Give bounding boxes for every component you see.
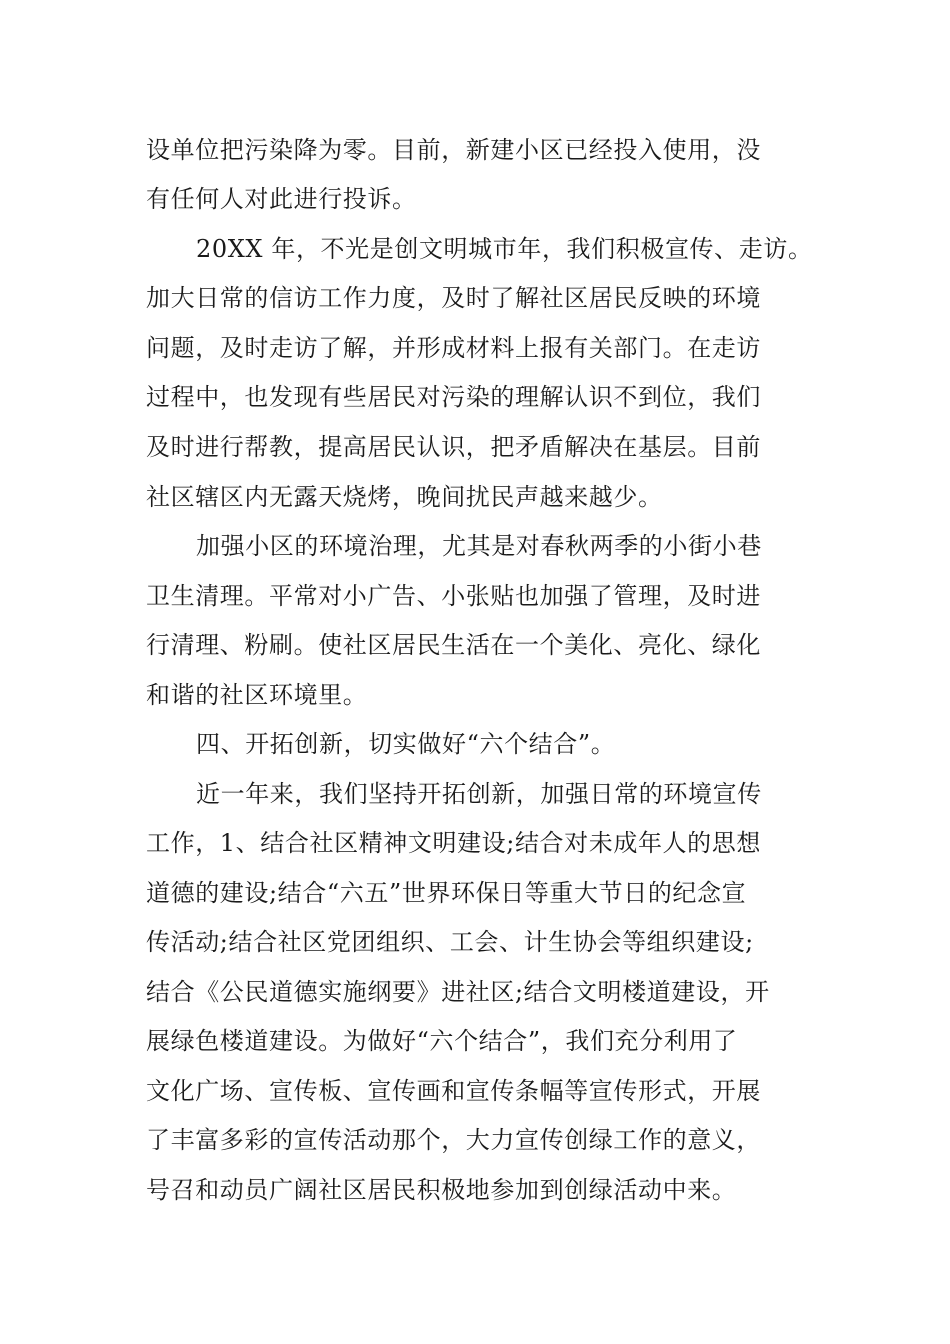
section-heading: 四、开拓创新，切实做好“六个结合”。	[196, 730, 616, 758]
text-line: 加大日常的信访工作力度，及时了解社区居民反映的环境	[146, 284, 761, 312]
text-line: 卫生清理。平常对小广告、小张贴也加强了管理，及时进	[146, 582, 761, 610]
paragraph-first-line: 加强小区的环境治理，尤其是对春秋两季的小街小巷	[196, 532, 762, 560]
text-line: 展绿色楼道建设。为做好“六个结合”，我们充分利用了	[146, 1027, 738, 1055]
text-line: 及时进行帮教，提高居民认识，把矛盾解决在基层。目前	[146, 433, 761, 461]
paragraph-first-line: 20XX 年，不光是创文明城市年，我们积极宣传、走访。	[196, 235, 813, 263]
text-line: 有任何人对此进行投诉。	[146, 185, 417, 213]
text-line: 行清理、粉刷。使社区居民生活在一个美化、亮化、绿化	[146, 631, 761, 659]
paragraph-first-line: 近一年来，我们坚持开拓创新，加强日常的环境宣传	[196, 780, 762, 808]
text-line: 设单位把污染降为零。目前，新建小区已经投入使用，没	[146, 136, 761, 164]
text-line: 和谐的社区环境里。	[146, 681, 368, 709]
text-line: 号召和动员广阔社区居民积极地参加到创绿活动中来。	[146, 1176, 737, 1204]
text-line: 传活动;结合社区党团组织、工会、计生协会等组织建设;	[146, 928, 754, 956]
text-line: 道德的建设;结合“六五”世界环保日等重大节日的纪念宣	[146, 879, 747, 907]
text-line: 社区辖区内无露天烧烤，晚间扰民声越来越少。	[146, 483, 663, 511]
text-line: 结合《公民道德实施纲要》进社区;结合文明楼道建设，开	[146, 978, 770, 1006]
text-line: 了丰富多彩的宣传活动那个，大力宣传创绿工作的意义，	[146, 1126, 761, 1154]
text-line: 问题，及时走访了解，并形成材料上报有关部门。在走访	[146, 334, 761, 362]
text-line: 文化广场、宣传板、宣传画和宣传条幅等宣传形式，开展	[146, 1077, 761, 1105]
text-line: 工作，1、结合社区精神文明建设;结合对未成年人的思想	[146, 829, 761, 857]
text-line: 过程中，也发现有些居民对污染的理解认识不到位，我们	[146, 383, 761, 411]
